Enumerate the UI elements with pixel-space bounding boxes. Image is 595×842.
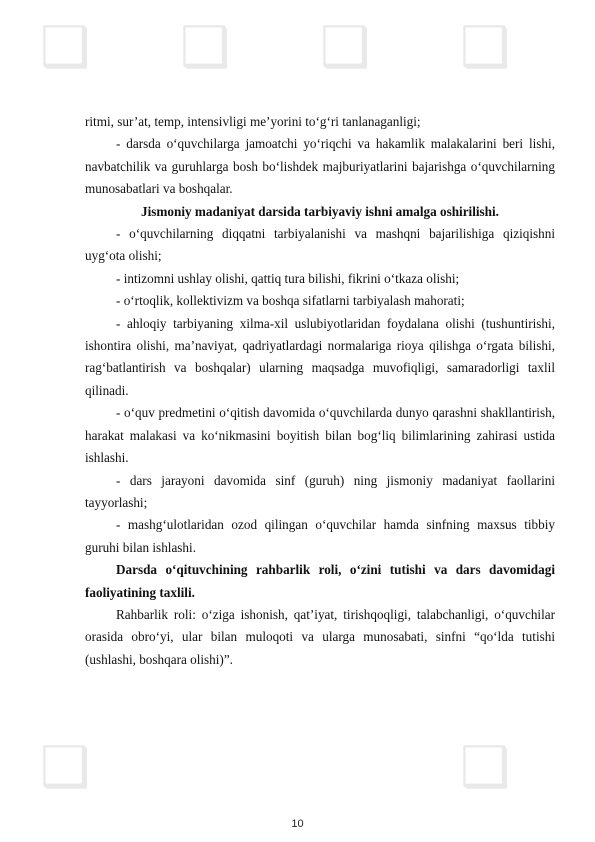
paragraph-2: - darsda o‘quvchilarga jamoatchi yo‘riqchi va hakamlik malakalarini beri lishi, navbatchilik va guruhlarga bosh bo‘lishdek majburiyatlarini bajarishga o‘quvchilarning munosabatlari va boshqalar. [85, 136, 555, 197]
document-body [85, 111, 555, 671]
watermark-glyph: ❑ [460, 735, 511, 800]
page-number: 10 [291, 818, 304, 830]
paragraph-5: - o‘rtoqlik, kollektivizm va boshqa sifatlarni tarbiyalash mahorati; [116, 293, 465, 309]
paragraph-3: - o‘quvchilarning diqqatni tarbiyalanishi va mashqni bajarilishiga qiziqishni uyg‘ota olishi; [85, 226, 555, 264]
watermark-glyph: ❑ [40, 15, 91, 80]
paragraph-9: - mashg‘ulotlaridan ozod qilingan o‘quvchilar hamda sinfning maxsus tibbiy guruhi bilan ishlashi. [85, 517, 555, 555]
watermark-glyph: ❑ [180, 15, 231, 80]
paragraph-10: Rahbarlik roli: o‘ziga ishonish, qat’iyat, tirishqoqligi, talabchanligi, o‘quvchilar orasida obro‘yi, ular bilan muloqoti va ularga munosabati, sinfni “qo‘lda tutishi (ushlashi, boshqara olishi)”. [85, 606, 555, 667]
section-heading-2: Darsda o‘qituvchining rahbarlik roli, o‘zini tutishi va dars davomidagi faoliyatining taxlili. [85, 562, 555, 600]
paragraph-7: - o‘quv predmetini o‘qitish davomida o‘quvchilarda dunyo qarashni shakllantirish, harakat malakasi va ko‘nikmasini boyitish bilan bog‘liq bilimlarining zahirasi ustida ishlashi. [85, 405, 555, 466]
paragraph-8: - dars jarayoni davomida sinf (guruh) ning jismoniy madaniyat faollarini tayyorlashi; [85, 472, 555, 510]
section-heading-1: Jismoniy madaniyat darsida tarbiyaviy ishni amalga oshirilishi. [141, 203, 499, 219]
paragraph-6: - ahloqiy tarbiyaning xilma-xil uslubiyotlaridan foydalana olishi (tushuntirishi, ishontira olishi, ma’naviyat, qadriyatlardagi normalariga rioya qilishga o‘rgata bilishi, rag‘batlantirish va boshqalar) ularning maqsadga muvofiqligi, samaradorligi taxlil qilinadi. [85, 315, 555, 398]
watermark-glyph: ❑ [40, 735, 91, 800]
watermark-glyph: ❑ [320, 15, 371, 80]
paragraph-4: - intizomni ushlay olishi, qattiq tura bilishi, fikrini o‘tkaza olishi; [116, 270, 460, 286]
paragraph-1: ritmi, sur’at, temp, intensivligi me’yorini to‘g‘ri tanlanaganligi; [85, 114, 421, 129]
watermark-glyph: ❑ [460, 15, 511, 80]
